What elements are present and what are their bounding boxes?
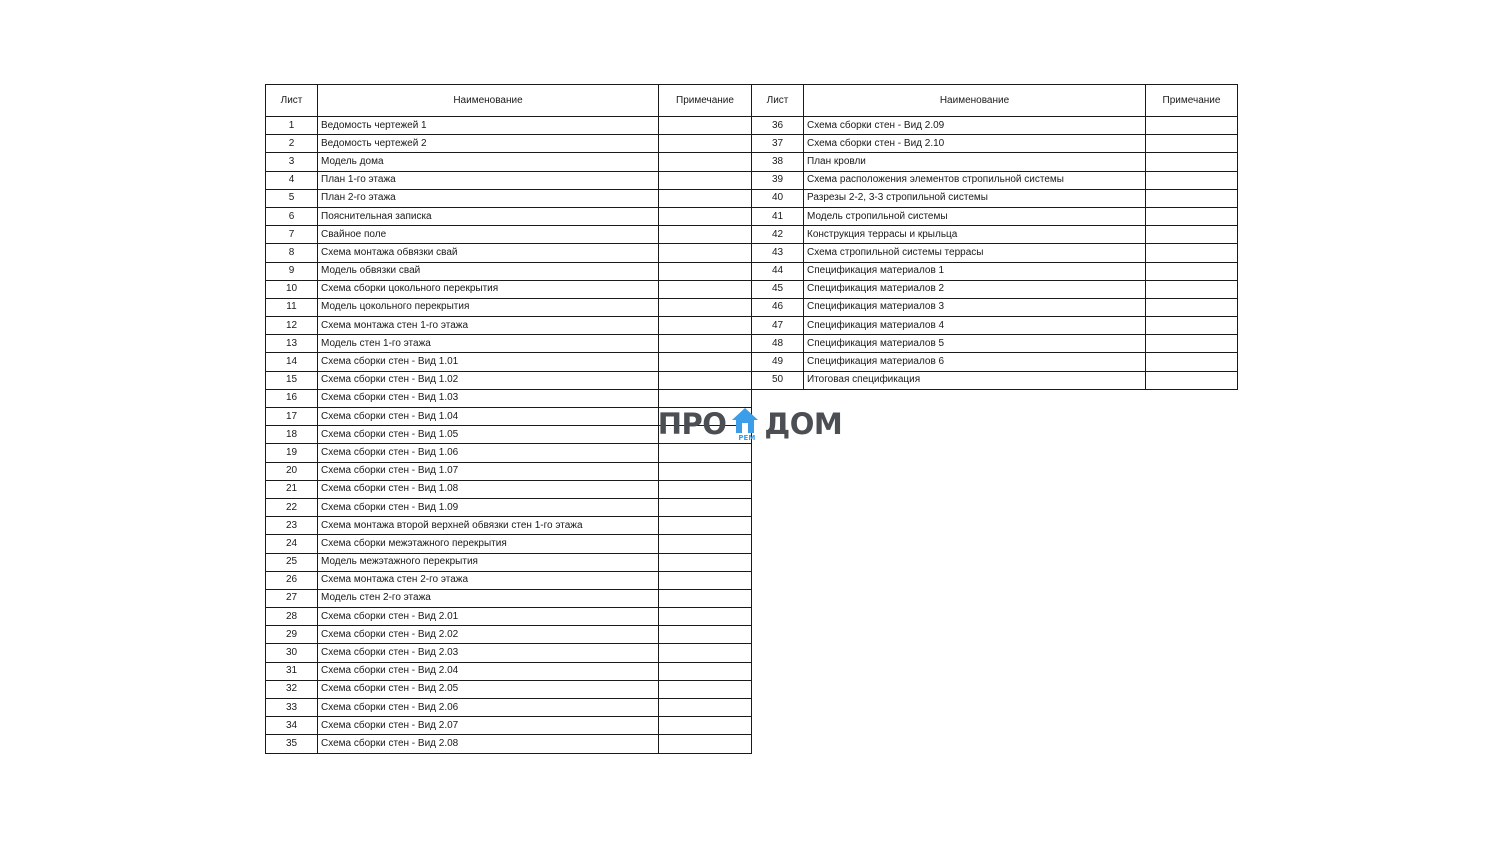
note-cell <box>659 244 752 262</box>
sheet-number-cell: 45 <box>752 280 804 298</box>
table-row <box>266 571 752 589</box>
sheet-number-cell: 37 <box>752 135 804 153</box>
note-cell <box>659 717 752 735</box>
sheet-number-cell: 25 <box>266 553 318 571</box>
sheet-number-cell: 3 <box>266 153 318 171</box>
sheet-name-cell: Разрезы 2-2, 3-3 стропильной системы <box>804 189 1146 207</box>
sheet-name-cell: Схема сборки стен - Вид 2.09 <box>804 117 1146 135</box>
table-row <box>266 117 752 135</box>
sheet-number-cell: 18 <box>266 426 318 444</box>
watermark-left-text: ПРО <box>657 407 727 441</box>
sheet-name-cell: Схема сборки стен - Вид 1.09 <box>318 498 659 516</box>
sheet-number-cell: 44 <box>752 262 804 280</box>
note-cell <box>659 735 752 753</box>
sheet-name-cell: Спецификация материалов 4 <box>804 317 1146 335</box>
sheet-name-cell: Схема сборки цокольного перекрытия <box>318 280 659 298</box>
note-cell <box>659 626 752 644</box>
table-row <box>266 608 752 626</box>
note-cell <box>659 699 752 717</box>
note-cell <box>1146 189 1238 207</box>
note-cell <box>1146 171 1238 189</box>
sheet-number-cell: 13 <box>266 335 318 353</box>
table-row <box>266 317 752 335</box>
sheet-name-cell: Модель стропильной системы <box>804 207 1146 225</box>
sheet-number-cell: 33 <box>266 699 318 717</box>
sheet-number-cell: 23 <box>266 517 318 535</box>
header-sheet: Лист <box>266 85 318 117</box>
sheet-number-cell: 12 <box>266 317 318 335</box>
table-row <box>752 244 1238 262</box>
sheet-name-cell: Пояснительная записка <box>318 207 659 225</box>
table-row <box>752 153 1238 171</box>
table-header-row <box>752 85 1238 117</box>
sheet-number-cell: 42 <box>752 226 804 244</box>
table-row <box>266 189 752 207</box>
sheet-name-cell: Спецификация материалов 3 <box>804 298 1146 316</box>
table-row <box>266 226 752 244</box>
sheet-number-cell: 20 <box>266 462 318 480</box>
table-row <box>752 353 1238 371</box>
table-row <box>752 207 1238 225</box>
sheet-number-cell: 49 <box>752 353 804 371</box>
note-cell <box>1146 262 1238 280</box>
watermark-logo <box>650 402 850 446</box>
sheet-name-cell: Схема монтажа обвязки свай <box>318 244 659 262</box>
note-cell <box>659 608 752 626</box>
sheet-name-cell: Конструкция террасы и крыльца <box>804 226 1146 244</box>
sheet-number-cell: 11 <box>266 298 318 316</box>
table-row <box>266 662 752 680</box>
note-cell <box>659 207 752 225</box>
note-cell <box>1146 153 1238 171</box>
sheet-number-cell: 19 <box>266 444 318 462</box>
sheet-name-cell: Ведомость чертежей 2 <box>318 135 659 153</box>
sheet-number-cell: 31 <box>266 662 318 680</box>
note-cell <box>659 571 752 589</box>
table-row <box>752 298 1238 316</box>
header-name: Наименование <box>318 85 659 117</box>
note-cell <box>659 135 752 153</box>
table-row <box>266 262 752 280</box>
note-cell <box>659 680 752 698</box>
sheet-number-cell: 50 <box>752 371 804 389</box>
sheet-number-cell: 21 <box>266 480 318 498</box>
note-cell <box>1146 317 1238 335</box>
sheet-name-cell: Схема сборки стен - Вид 1.08 <box>318 480 659 498</box>
sheet-name-cell: Спецификация материалов 1 <box>804 262 1146 280</box>
table-row <box>752 171 1238 189</box>
table-row <box>266 335 752 353</box>
note-cell <box>659 480 752 498</box>
sheet-name-cell: План 2-го этажа <box>318 189 659 207</box>
sheet-number-cell: 16 <box>266 389 318 407</box>
sheet-name-cell: Схема сборки стен - Вид 1.07 <box>318 462 659 480</box>
sheet-name-cell: Схема монтажа второй верхней обвязки стен 1-го этажа <box>318 517 659 535</box>
sheet-number-cell: 9 <box>266 262 318 280</box>
sheet-number-cell: 28 <box>266 608 318 626</box>
header-sheet: Лист <box>752 85 804 117</box>
note-cell <box>659 171 752 189</box>
note-cell <box>659 226 752 244</box>
note-cell <box>659 371 752 389</box>
note-cell <box>659 317 752 335</box>
note-cell <box>659 644 752 662</box>
sheet-number-cell: 36 <box>752 117 804 135</box>
note-cell <box>1146 298 1238 316</box>
note-cell <box>659 553 752 571</box>
sheet-number-cell: 32 <box>266 680 318 698</box>
note-cell <box>1146 135 1238 153</box>
sheet-number-cell: 8 <box>266 244 318 262</box>
sheet-name-cell: Схема сборки стен - Вид 2.07 <box>318 717 659 735</box>
sheet-name-cell: План кровли <box>804 153 1146 171</box>
table-row <box>752 135 1238 153</box>
sheet-name-cell: Схема сборки стен - Вид 2.06 <box>318 699 659 717</box>
sheet-name-cell: Модель обвязки свай <box>318 262 659 280</box>
table-row <box>266 462 752 480</box>
table-row <box>752 335 1238 353</box>
sheet-name-cell: Ведомость чертежей 1 <box>318 117 659 135</box>
sheet-name-cell: Схема сборки стен - Вид 2.03 <box>318 644 659 662</box>
table-row <box>266 589 752 607</box>
sheet-name-cell: Спецификация материалов 2 <box>804 280 1146 298</box>
note-cell <box>659 280 752 298</box>
table-row <box>752 226 1238 244</box>
note-cell <box>1146 335 1238 353</box>
sheet-name-cell: Схема монтажа стен 2-го этажа <box>318 571 659 589</box>
sheet-name-cell: Схема сборки стен - Вид 1.03 <box>318 389 659 407</box>
sheet-name-cell: Схема сборки стен - Вид 1.04 <box>318 408 659 426</box>
house-icon <box>730 406 760 442</box>
sheet-name-cell: Схема сборки стен - Вид 2.10 <box>804 135 1146 153</box>
sheet-name-cell: Спецификация материалов 6 <box>804 353 1146 371</box>
note-cell <box>659 662 752 680</box>
note-cell <box>1146 371 1238 389</box>
sheet-number-cell: 43 <box>752 244 804 262</box>
sheet-number-cell: 39 <box>752 171 804 189</box>
sheet-name-cell: Спецификация материалов 5 <box>804 335 1146 353</box>
table-row <box>266 735 752 753</box>
watermark-right-text: ДОМ <box>764 407 843 441</box>
note-cell <box>659 298 752 316</box>
sheet-number-cell: 29 <box>266 626 318 644</box>
table-row <box>752 262 1238 280</box>
note-cell <box>659 498 752 516</box>
table-row <box>266 717 752 735</box>
table-row <box>266 644 752 662</box>
drawings-list-table-right <box>751 84 1238 390</box>
sheet-name-cell: Схема сборки стен - Вид 1.02 <box>318 371 659 389</box>
note-cell <box>659 517 752 535</box>
sheet-number-cell: 2 <box>266 135 318 153</box>
table-row <box>752 189 1238 207</box>
table-row <box>752 317 1238 335</box>
note-cell <box>659 353 752 371</box>
sheet-name-cell: Схема стропильной системы террасы <box>804 244 1146 262</box>
table-row <box>266 207 752 225</box>
note-cell <box>1146 226 1238 244</box>
table-row <box>752 280 1238 298</box>
note-cell <box>1146 117 1238 135</box>
sheet-number-cell: 5 <box>266 189 318 207</box>
sheet-number-cell: 22 <box>266 498 318 516</box>
table-row <box>266 280 752 298</box>
note-cell <box>659 117 752 135</box>
sheet-number-cell: 46 <box>752 298 804 316</box>
table-row <box>266 298 752 316</box>
table-row <box>266 444 752 462</box>
sheet-name-cell: Схема сборки стен - Вид 2.01 <box>318 608 659 626</box>
note-cell <box>659 444 752 462</box>
sheet-number-cell: 24 <box>266 535 318 553</box>
sheet-number-cell: 7 <box>266 226 318 244</box>
sheet-number-cell: 14 <box>266 353 318 371</box>
sheet-name-cell: Схема сборки стен - Вид 1.06 <box>318 444 659 462</box>
table-row <box>266 680 752 698</box>
sheet-number-cell: 6 <box>266 207 318 225</box>
sheet-name-cell: Схема сборки стен - Вид 2.05 <box>318 680 659 698</box>
note-cell <box>659 262 752 280</box>
table-row <box>752 371 1238 389</box>
note-cell <box>1146 353 1238 371</box>
note-cell <box>1146 207 1238 225</box>
header-note: Примечание <box>1146 85 1238 117</box>
sheet-number-cell: 15 <box>266 371 318 389</box>
sheet-number-cell: 38 <box>752 153 804 171</box>
sheet-name-cell: Модель цокольного перекрытия <box>318 298 659 316</box>
sheet-number-cell: 4 <box>266 171 318 189</box>
table-row <box>266 371 752 389</box>
sheet-number-cell: 48 <box>752 335 804 353</box>
sheet-name-cell: Схема расположения элементов стропильной системы <box>804 171 1146 189</box>
table-row <box>266 135 752 153</box>
table-row <box>266 517 752 535</box>
note-cell <box>659 535 752 553</box>
sheet-name-cell: Схема сборки стен - Вид 2.02 <box>318 626 659 644</box>
table-row <box>266 244 752 262</box>
header-note: Примечание <box>659 85 752 117</box>
sheet-name-cell: Итоговая спецификация <box>804 371 1146 389</box>
sheet-name-cell: Схема сборки стен - Вид 2.04 <box>318 662 659 680</box>
sheet-number-cell: 40 <box>752 189 804 207</box>
sheet-number-cell: 26 <box>266 571 318 589</box>
table-row <box>266 171 752 189</box>
sheet-name-cell: Схема монтажа стен 1-го этажа <box>318 317 659 335</box>
table-row <box>266 480 752 498</box>
header-name: Наименование <box>804 85 1146 117</box>
sheet-number-cell: 10 <box>266 280 318 298</box>
note-cell <box>1146 280 1238 298</box>
table-row <box>752 117 1238 135</box>
sheet-number-cell: 35 <box>266 735 318 753</box>
table-row <box>266 553 752 571</box>
watermark-sub-text: РЕМ <box>738 434 756 442</box>
sheet-number-cell: 47 <box>752 317 804 335</box>
table-row <box>266 626 752 644</box>
sheet-name-cell: Схема сборки стен - Вид 1.01 <box>318 353 659 371</box>
table-row <box>266 353 752 371</box>
note-cell <box>659 462 752 480</box>
sheet-name-cell: План 1-го этажа <box>318 171 659 189</box>
table-row <box>266 699 752 717</box>
sheet-name-cell: Схема сборки межэтажного перекрытия <box>318 535 659 553</box>
sheet-name-cell: Модель межэтажного перекрытия <box>318 553 659 571</box>
sheet-number-cell: 17 <box>266 408 318 426</box>
table-header-row <box>266 85 752 117</box>
table-row <box>266 498 752 516</box>
note-cell <box>659 335 752 353</box>
note-cell <box>659 589 752 607</box>
note-cell <box>659 153 752 171</box>
sheet-name-cell: Модель стен 1-го этажа <box>318 335 659 353</box>
table-row <box>266 153 752 171</box>
sheet-name-cell: Схема сборки стен - Вид 1.05 <box>318 426 659 444</box>
sheet-number-cell: 34 <box>266 717 318 735</box>
note-cell <box>659 189 752 207</box>
sheet-name-cell: Свайное поле <box>318 226 659 244</box>
sheet-number-cell: 27 <box>266 589 318 607</box>
note-cell <box>1146 244 1238 262</box>
sheet-name-cell: Модель дома <box>318 153 659 171</box>
sheet-name-cell: Модель стен 2-го этажа <box>318 589 659 607</box>
sheet-number-cell: 30 <box>266 644 318 662</box>
sheet-number-cell: 41 <box>752 207 804 225</box>
table-row <box>266 535 752 553</box>
sheet-number-cell: 1 <box>266 117 318 135</box>
sheet-name-cell: Схема сборки стен - Вид 2.08 <box>318 735 659 753</box>
